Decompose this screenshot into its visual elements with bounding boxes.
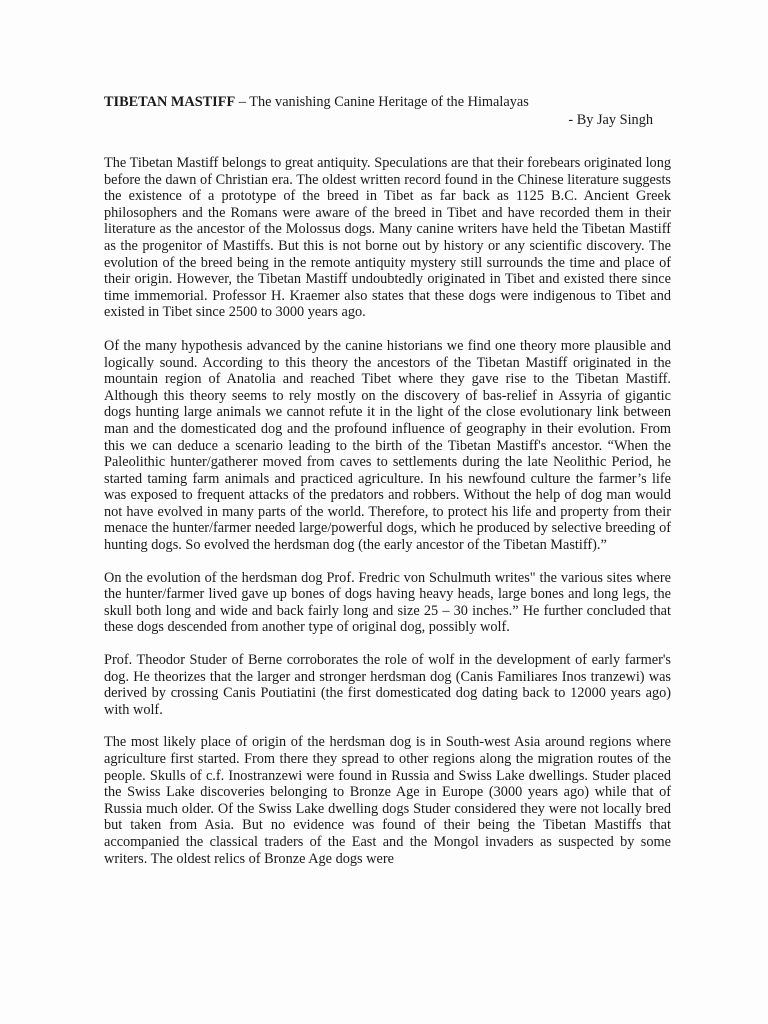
document-title (104, 94, 671, 111)
paragraph-3: On the evolution of the herdsman dog Prof. Fredric von Schulmuth writes" the various sites where the hunter/farmer lived gave up bones of dogs having heavy heads, large bones and long legs, the skull both long and wide and back fairly long and size 25 – 30 inches.” He further concluded that these dogs descended from another type of original dog, possibly wolf. (104, 569, 671, 636)
paragraph-1: The Tibetan Mastiff belongs to great antiquity. Speculations are that their forebears originated long before the dawn of Christian era. The oldest written record found in the Chinese literature suggests the existence of a prototype of the breed in Tibet as far back as 1125 B.C. Ancient Greek philosophers and the Romans were aware of the breed in Tibet and have recorded them in their literature as the ancestor of the Molossus dogs. Many canine writers have held the Tibetan Mastiff as the progenitor of Mastiffs. But this is not borne out by history or any scientific discovery. The evolution of the breed being in the remote antiquity mystery still surrounds the time and place of their origin. However, the Tibetan Mastiff undoubtedly originated in Tibet and existed there since time immemorial. Professor H. Kraemer also states that these dogs were indigenous to Tibet and existed in Tibet since 2500 to 3000 years ago. (104, 155, 671, 321)
title-subtitle: – The vanishing Canine Heritage of the Himalayas (235, 94, 529, 110)
paragraph-4: Prof. Theodor Studer of Berne corroborates the role of wolf in the development of early farmer's dog. He theorizes that the larger and stronger herdsman dog (Canis Familiares Inos tranzewi) was derived by crossing Canis Poutiatini (the first domesticated dog dating back to 12000 years ago) with wolf. (104, 652, 671, 718)
document-body (104, 94, 671, 867)
title-bold: TIBETAN MASTIFF (104, 94, 236, 110)
paragraph-2: Of the many hypothesis advanced by the canine historians we find one theory more plausible and logically sound. According to this theory the ancestors of the Tibetan Mastiff originated in the mountain region of Anatolia and reached Tibet where they gave rise to the Tibetan Mastiff. Although this theory seems to rely mostly on the discovery of bas-relief in Assyria of gigantic dogs hunting large animals we cannot refute it in the light of the close evolutionary link between man and the domesticated dog and the profound influence of geography in their evolution. From this we can deduce a scenario leading to the birth of the Tibetan Mastiff's ancestor. “When the Paleolithic hunter/gatherer moved from caves to settlements during the late Neolithic Period, he started taming farm animals and practiced agriculture. In his newfound culture the farmer’s life was exposed to frequent attacks of the predators and robbers. Without the help of dog man would not have evolved in many parts of the world. Therefore, to protect his life and property from their menace the hunter/farmer needed large/powerful dogs, which he produced by selective breeding of hunting dogs. So evolved the herdsman dog (the early ancestor of the Tibetan Mastiff).” (104, 337, 671, 554)
byline: - By Jay Singh (568, 112, 653, 128)
paragraph-5: The most likely place of origin of the herdsman dog is in South-west Asia around regions where agriculture first started. From there they spread to other regions along the migration routes of the people. Skulls of c.f. Inostranzewi were found in Russia and Swiss Lake dwellings. Studer placed the Swiss Lake discoveries belonging to Bronze Age in Europe (3000 years ago) while that of Russia much older. Of the Swiss Lake dwelling dogs Studer considered they were not locally bred but taken from Asia. But no evidence was found of their being the Tibetan Mastiffs that accompanied the classical traders of the East and the Mongol invaders as suspected by some writers. The oldest relics of Bronze Age dogs were (104, 734, 671, 867)
